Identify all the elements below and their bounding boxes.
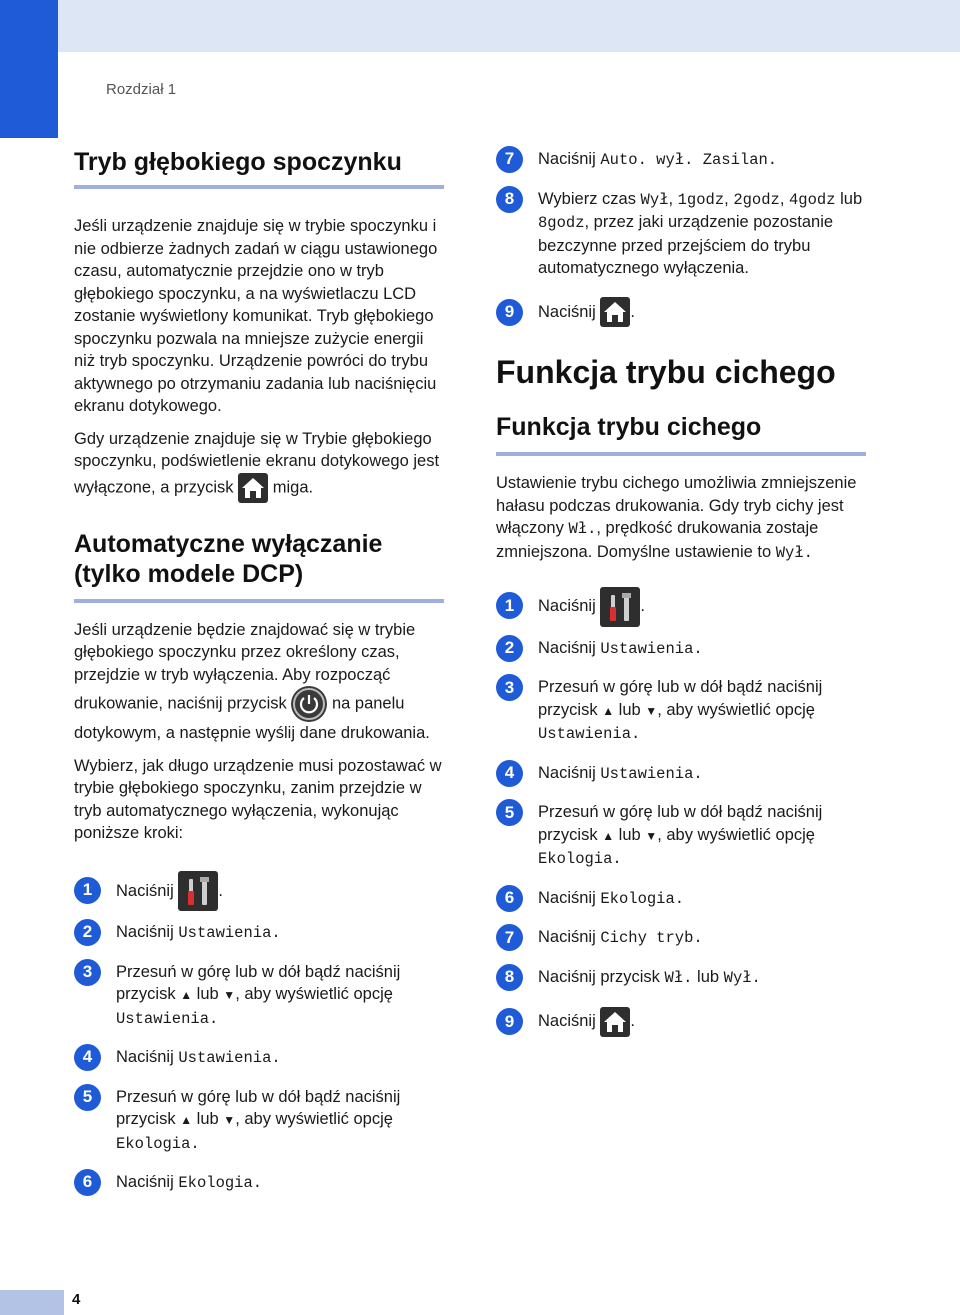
step-option: Ustawienia.	[600, 639, 703, 658]
step-text-or: lub	[196, 985, 219, 1004]
step-right-5	[496, 801, 866, 871]
down-arrow-icon: ▼	[645, 703, 658, 718]
step-option: Ekologia.	[116, 1134, 200, 1153]
heading-auto-off: Automatyczne wyłączanie (tylko modele DCP)	[74, 529, 444, 603]
step-right-3	[496, 676, 866, 746]
paragraph-quiet-mode	[496, 472, 866, 564]
option-off: Wył.	[723, 968, 761, 987]
step-number: 3	[74, 959, 101, 986]
tools-icon	[178, 871, 218, 911]
step-text: Naciśnij	[538, 597, 596, 616]
step-right-9	[496, 1005, 866, 1037]
step-left-1	[74, 871, 444, 912]
step-left-2	[74, 921, 444, 945]
up-arrow-icon: ▲	[180, 988, 193, 1003]
step-number: 8	[496, 964, 523, 991]
paragraph-deep-sleep-2	[74, 428, 444, 503]
step-right-top-9	[496, 296, 866, 328]
home-icon	[600, 297, 630, 327]
step-right-1	[496, 586, 866, 627]
down-arrow-icon: ▼	[223, 988, 236, 1003]
paragraph-auto-off-2: Wybierz, jak długo urządzenie musi pozostawać w trybie głębokiego spoczynku, zanim przejdzie w tryb automatycznego wyłączenia, wykonując poniższe kroki:	[74, 756, 442, 842]
step-option: Cichy tryb.	[600, 929, 703, 948]
step-option: Ustawienia.	[538, 725, 641, 744]
step-number: 6	[496, 885, 523, 912]
option-off: Wył	[640, 190, 669, 209]
step-text: Naciśnij	[538, 888, 596, 907]
step-text: Przesuń w górę lub w dół bądź naciśnij przycisk	[538, 803, 823, 844]
step-text: Naciśnij	[538, 928, 596, 947]
step-option: Ustawienia.	[178, 924, 281, 943]
step-number: 5	[496, 799, 523, 826]
step-text: Przesuń w górę lub w dół bądź naciśnij przycisk	[538, 678, 823, 719]
step-option: Ekologia.	[178, 1174, 263, 1193]
step-text-end: .	[218, 881, 223, 900]
step-number: 3	[496, 674, 523, 701]
step-text-or: lub	[618, 700, 641, 719]
step-option: Ustawienia.	[178, 1049, 281, 1068]
step-number: 9	[496, 299, 523, 326]
step-number: 1	[496, 592, 523, 619]
step-number: 2	[496, 635, 523, 662]
option-on: Wł.	[664, 968, 693, 987]
paragraph-auto-off-1-a: Jeśli urządzenie będzie znajdować się w trybie głębokiego spoczynku przez określony czas, przejdzie w tryb wyłączenia. Aby rozpocząć drukowanie, naciśnij przycisk	[74, 620, 416, 713]
step-left-3	[74, 961, 444, 1031]
step-number: 4	[496, 760, 523, 787]
paragraph-quiet-a: Ustawienie trybu cichego umożliwia zmniejszenie hałasu podczas drukowania. Gdy tryb cichy jest włączony	[496, 474, 857, 538]
step-text-cont: , aby wyświetlić opcję	[235, 1110, 393, 1129]
step-text: Naciśnij	[116, 1048, 174, 1067]
step-right-top-7	[496, 148, 866, 172]
tools-icon	[600, 587, 640, 627]
power-icon	[291, 686, 327, 722]
step-right-top-8: 8 Wybierz czas Wył, 1godz, 2godz, 4godz lub 8godz, przez jaki urządzenie pozostanie bezczynne przed przejściem do trybu automatycznego wyłączenia.	[496, 188, 866, 280]
step-text: Naciśnij	[538, 150, 596, 168]
step-right-8	[496, 966, 866, 990]
step-option: Ustawienia.	[600, 764, 703, 783]
step-text-end: .	[630, 302, 635, 321]
paragraph-deep-sleep-2-b: miga.	[272, 477, 314, 496]
step-text: Naciśnij	[538, 1012, 596, 1031]
step-text: Naciśnij	[116, 923, 174, 942]
step-text-cont: , aby wyświetlić opcję	[657, 700, 815, 719]
chapter-tab	[0, 0, 58, 138]
step-right-7	[496, 926, 866, 950]
up-arrow-icon: ▲	[602, 703, 615, 718]
step-option: Ustawienia.	[116, 1009, 219, 1028]
step-option: Auto. wył. Zasilan.	[600, 151, 778, 169]
option-1h: 1godz	[677, 190, 725, 209]
step-number: 9	[496, 1008, 523, 1035]
step-number: 4	[74, 1044, 101, 1071]
step-text-cont: , aby wyświetlić opcję	[657, 825, 815, 844]
up-arrow-icon: ▲	[180, 1113, 193, 1128]
home-icon	[238, 473, 268, 503]
option-off: Wył.	[775, 543, 813, 562]
heading-deep-sleep: Tryb głębokiego spoczynku	[74, 140, 444, 189]
home-icon	[600, 1007, 630, 1037]
step-text-cont: , przez jaki urządzenie pozostanie bezczynne przed przejściem do trybu automatycznego wyłączenia.	[538, 213, 834, 277]
paragraph-auto-off-1	[74, 619, 444, 745]
step-number: 1	[74, 877, 101, 904]
step-number: 6	[74, 1169, 101, 1196]
step-left-4	[74, 1046, 444, 1070]
step-text: Naciśnij	[116, 881, 174, 900]
option-2h: 2godz	[733, 190, 780, 209]
option-8h: 8godz	[538, 214, 585, 232]
page-number-band	[0, 1290, 64, 1315]
step-text: Wybierz czas	[538, 189, 636, 208]
step-text-or: lub	[196, 1110, 219, 1129]
heading-quiet-mode: Funkcja trybu cichego	[496, 353, 836, 390]
page-number: 4	[72, 1291, 81, 1308]
step-text: Naciśnij	[538, 302, 596, 321]
paragraph-deep-sleep: Jeśli urządzenie znajduje się w trybie spoczynku i nie odbierze żadnych zadań w ciągu ustawionego czasu, automatycznie przejdzie ono w tryb głębokiego spoczynku, a na wyświetlaczu LCD zostanie wyświetlony komunikat. Tryb głębokiego spoczynku pozwala na mniejsze zużycie energii niż tryb spoczynku. Urządzenie powróci do trybu aktywnego po otrzymaniu zadania lub naciśnięciu ekranu dotykowego.	[74, 217, 438, 415]
up-arrow-icon: ▲	[602, 828, 615, 843]
step-text-cont: , aby wyświetlić opcję	[235, 985, 393, 1004]
step-text: Naciśnij	[538, 763, 596, 782]
step-right-6	[496, 887, 866, 911]
step-left-6	[74, 1171, 444, 1195]
chapter-label: Rozdział 1	[106, 81, 177, 98]
step-number: 8	[496, 186, 523, 213]
heading-quiet-mode-sub: Funkcja trybu cichego	[496, 412, 866, 456]
option-4h: 4godz	[789, 190, 836, 209]
left-column	[74, 140, 444, 1195]
step-text-end: .	[630, 1012, 635, 1031]
step-number: 7	[496, 924, 523, 951]
step-number: 2	[74, 919, 101, 946]
step-text-or: lub	[618, 825, 641, 844]
step-text-end: .	[640, 597, 645, 616]
step-option: Ekologia.	[538, 850, 622, 869]
step-text-or: lub	[840, 189, 863, 208]
step-text: Naciśnij	[538, 638, 596, 657]
paragraph-quiet-b: , prędkość drukowania zostaje zmniejszona. Domyślne ustawienie to	[496, 519, 819, 561]
down-arrow-icon: ▼	[645, 828, 658, 843]
step-text: Naciśnij przycisk	[538, 967, 660, 986]
step-text: Naciśnij	[116, 1173, 174, 1192]
step-right-4	[496, 762, 866, 786]
step-number: 7	[496, 146, 523, 173]
down-arrow-icon: ▼	[223, 1113, 236, 1128]
step-number: 5	[74, 1084, 101, 1111]
step-text: Przesuń w górę lub w dół bądź naciśnij przycisk	[116, 1087, 401, 1129]
top-band	[0, 0, 960, 52]
paragraph-auto-off-1-b: na panelu dotykowym, a następnie wyślij dane drukowania.	[74, 694, 430, 742]
step-text: Przesuń w górę lub w dół bądź naciśnij przycisk	[116, 962, 401, 1004]
option-on: Wł.	[568, 520, 597, 539]
step-right-2	[496, 637, 866, 661]
step-left-5	[74, 1086, 444, 1156]
right-column	[496, 140, 866, 1037]
step-option: Ekologia.	[600, 889, 685, 908]
paragraph-deep-sleep-2-a: Gdy urządzenie znajduje się w Trybie głębokiego spoczynku, podświetlenie ekranu dotykowego jest wyłączone, a przycisk	[74, 429, 440, 496]
step-text-or: lub	[697, 967, 720, 986]
